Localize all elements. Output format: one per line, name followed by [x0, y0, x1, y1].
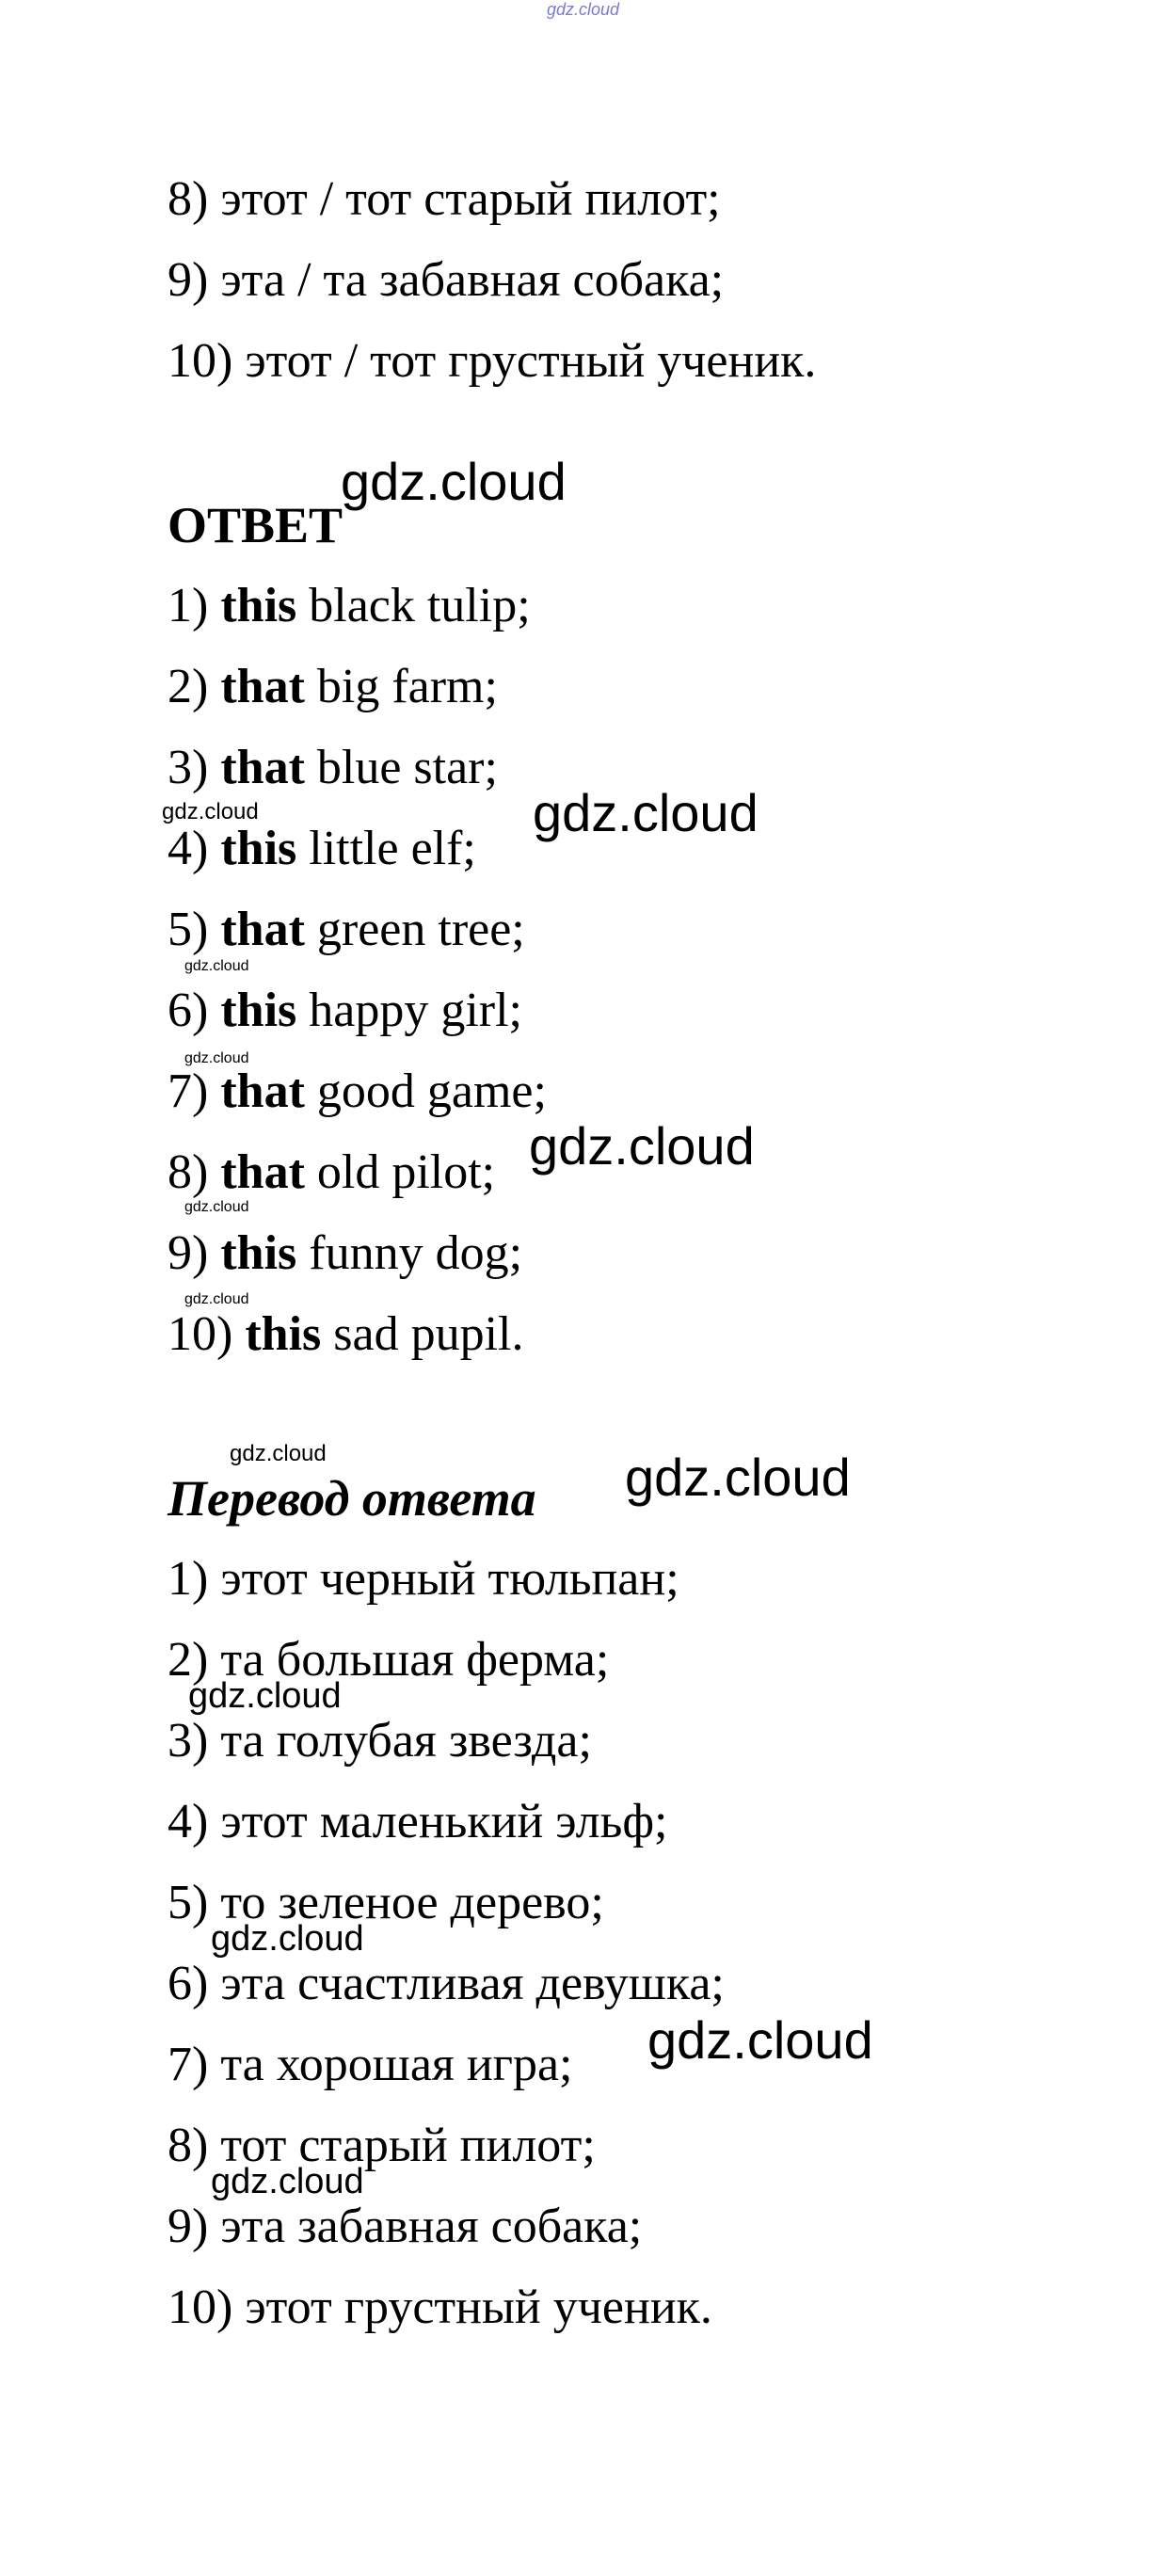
item-phrase: green tree;	[316, 903, 525, 956]
exercise-line: 9) эта / та забавная собака;	[168, 253, 725, 307]
translation-item: 8) тот старый пилот;	[168, 2119, 596, 2172]
item-phrase: black tulip;	[309, 579, 531, 632]
translation-item: 6) эта счастливая девушка;	[168, 1957, 725, 2010]
item-phrase: big farm;	[316, 660, 498, 713]
translation-item: 4) этот маленький эльф;	[168, 1795, 668, 1848]
translation-heading: Перевод ответа	[168, 1470, 536, 1527]
answer-item	[168, 1064, 547, 1120]
item-number: 7)	[168, 1064, 209, 1118]
answer-item	[168, 740, 498, 796]
demonstrative-word: this	[220, 579, 297, 632]
item-number: 8)	[168, 1145, 209, 1199]
item-number: 5)	[168, 903, 209, 956]
answer-item	[168, 902, 525, 958]
item-number: 2)	[168, 660, 209, 713]
watermark: gdz.cloud	[184, 1050, 249, 1066]
demonstrative-word: that	[220, 903, 305, 956]
item-phrase: blue star;	[316, 741, 498, 794]
item-number: 10)	[168, 1307, 233, 1361]
answer-item	[168, 1144, 495, 1201]
exercise-line: 8) этот / тот старый пилот;	[168, 172, 721, 226]
demonstrative-word: this	[220, 1226, 297, 1280]
watermark: gdz.cloud	[188, 1676, 342, 1716]
answer-item	[168, 1306, 523, 1363]
exercise-line: 10) этот / тот грустный ученик.	[168, 334, 817, 388]
watermark: gdz.cloud	[184, 1291, 249, 1307]
item-number: 9)	[168, 1226, 209, 1280]
watermark: gdz.cloud	[341, 452, 567, 511]
item-number: 4)	[168, 822, 209, 875]
demonstrative-word: that	[220, 1064, 305, 1118]
watermark: gdz.cloud	[647, 2010, 873, 2070]
item-phrase: sad pupil.	[333, 1307, 524, 1361]
translation-item: 9) эта забавная собака;	[168, 2200, 643, 2253]
answer-item	[168, 1225, 522, 1282]
demonstrative-word: this	[220, 984, 297, 1037]
item-phrase: funny dog;	[309, 1226, 523, 1280]
translation-item: 1) этот черный тюльпан;	[168, 1552, 679, 1606]
watermark: gdz.cloud	[184, 958, 249, 974]
demonstrative-word: this	[220, 822, 297, 875]
item-phrase: happy girl;	[309, 984, 522, 1037]
watermark: gdz.cloud	[184, 1199, 249, 1215]
answer-item	[168, 983, 522, 1039]
item-phrase: old pilot;	[316, 1145, 496, 1199]
answer-heading: ОТВЕТ	[168, 497, 343, 553]
item-number: 3)	[168, 741, 209, 794]
watermark: gdz.cloud	[162, 799, 259, 824]
item-phrase: little elf;	[309, 822, 476, 875]
translation-item: 7) та хорошая игра;	[168, 2038, 573, 2091]
watermark: gdz.cloud	[211, 1919, 364, 1959]
demonstrative-word: that	[220, 660, 305, 713]
top-watermark: gdz.cloud	[546, 0, 620, 19]
translation-item: 10) этот грустный ученик.	[168, 2280, 712, 2334]
watermark: gdz.cloud	[211, 2162, 364, 2201]
item-number: 6)	[168, 984, 209, 1037]
translation-item: 5) то зеленое дерево;	[168, 1876, 604, 1929]
answer-item	[168, 659, 498, 715]
watermark: gdz.cloud	[230, 1441, 327, 1466]
item-number: 1)	[168, 579, 209, 632]
answer-item	[168, 821, 476, 877]
watermark: gdz.cloud	[529, 1116, 755, 1176]
answer-item	[168, 578, 531, 634]
item-phrase: good game;	[316, 1064, 547, 1118]
translation-item: 2) та большая ферма;	[168, 1633, 610, 1687]
demonstrative-word: that	[220, 1145, 305, 1199]
watermark: gdz.cloud	[533, 783, 759, 842]
demonstrative-word: that	[220, 741, 305, 794]
demonstrative-word: this	[245, 1307, 322, 1361]
translation-item: 3) та голубая звезда;	[168, 1714, 592, 1768]
watermark: gdz.cloud	[625, 1448, 851, 1507]
